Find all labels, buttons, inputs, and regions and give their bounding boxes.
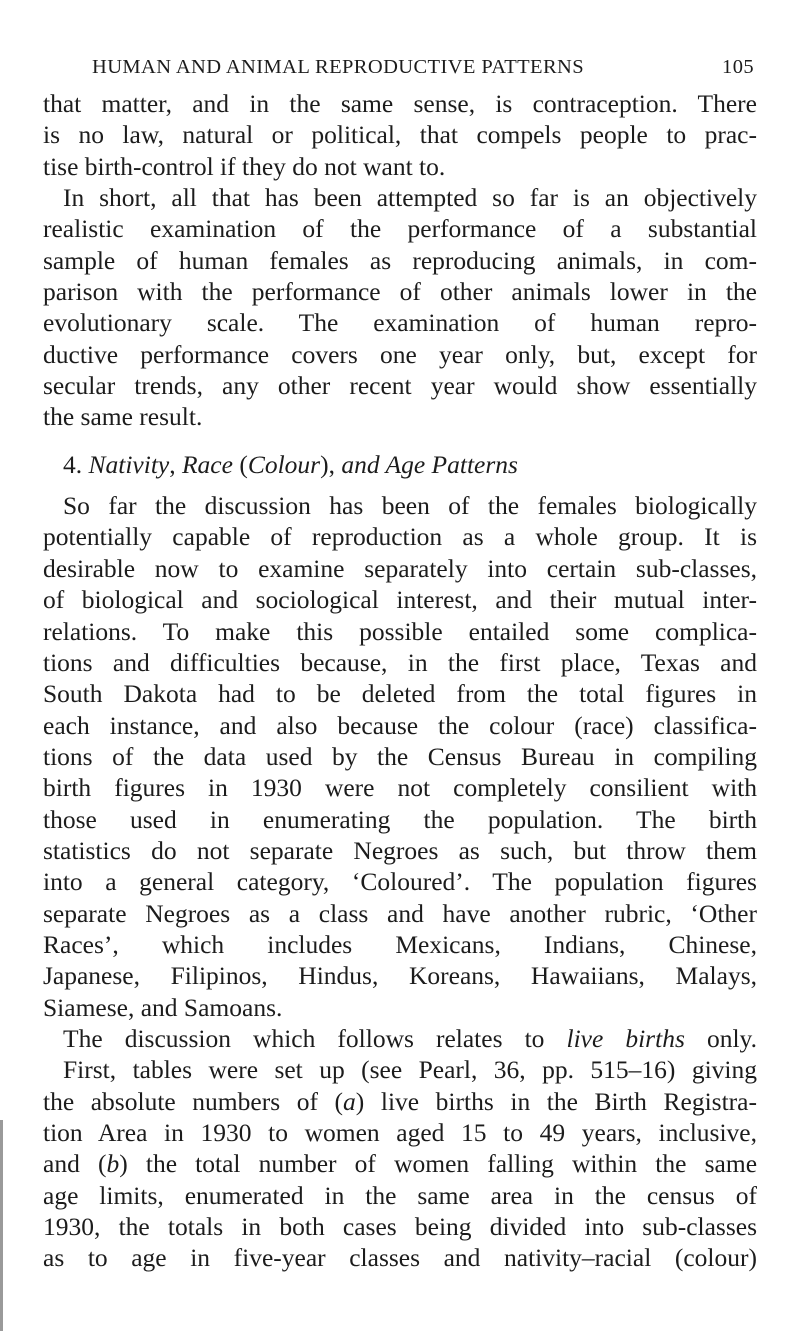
text-run: ) live births in the Birth Registra- xyxy=(355,1086,757,1116)
text-line xyxy=(43,1023,757,1054)
text-line: In short, all that has been attempted so far is an objectively xyxy=(63,183,757,213)
text-line: evolutionary scale. The examination of human repro- xyxy=(43,308,757,338)
section-title-part: and Age Patterns xyxy=(341,449,518,479)
text-line: statistics do not separate Negroes as such, but throw them xyxy=(43,835,757,865)
text-line: into a general category, ‘Coloured’. The population figures xyxy=(43,867,757,897)
text-line: tise birth-control if they do not want to. xyxy=(43,151,446,181)
section-title-part: Nativity xyxy=(88,449,170,479)
section-title-part: Race xyxy=(181,449,233,479)
text-run: ) the total number of women falling within the same xyxy=(119,1149,758,1179)
text-line: ductive performance covers one year only, but, except for xyxy=(43,339,757,369)
text-run: only. xyxy=(684,1023,757,1053)
text-line: desirable now to examine separately into certain sub-classes, xyxy=(43,553,757,583)
section-heading xyxy=(43,449,757,480)
section-title-part: ), xyxy=(320,449,342,479)
text-line xyxy=(43,1148,757,1179)
text-line: First, tables were set up (see Pearl, 36, pp. 515–16) giving xyxy=(63,1055,757,1085)
text-line: secular trends, any other recent year would show essentially xyxy=(43,371,757,401)
section-title-part: Colour xyxy=(247,449,321,479)
text-line: realistic examination of the performance of a substantial xyxy=(43,214,757,244)
text-run: and ( xyxy=(43,1149,107,1179)
page-number: 105 xyxy=(722,56,754,78)
italic-text: live births xyxy=(566,1023,685,1053)
italic-text: b xyxy=(106,1149,120,1179)
text-line: Races’, which includes Mexicans, Indians, Chinese, xyxy=(43,929,757,959)
text-line: sample of human females as reproducing animals, in com- xyxy=(43,245,757,275)
section-number: 4. xyxy=(63,449,83,479)
section-title-part: ( xyxy=(232,449,248,479)
text-line: potentially capable of reproduction as a whole group. It is xyxy=(43,522,757,552)
text-line: birth figures in 1930 were not completely consilient with xyxy=(43,773,757,803)
text-line: as to age in five-year classes and nativity–racial (colour) xyxy=(43,1243,757,1273)
text-line: age limits, enumerated in the same area in the census of xyxy=(43,1180,757,1210)
section-title-part: , xyxy=(169,449,182,479)
text-line: separate Negroes as a class and have another rubric, ‘Other xyxy=(43,898,757,928)
text-run: The discussion which follows relates to xyxy=(63,1023,567,1053)
text-line: the same result. xyxy=(43,402,203,432)
text-line: those used in enumerating the population. The birth xyxy=(43,804,757,834)
text-line: tion Area in 1930 to women aged 15 to 49 years, inclusive, xyxy=(43,1118,757,1147)
text-line: Japanese, Filipinos, Hindus, Koreans, Hawaiians, Malays, xyxy=(43,961,757,991)
text-line: tions and difficulties because, in the first place, Texas and xyxy=(43,647,757,677)
text-line: of biological and sociological interest, and their mutual inter- xyxy=(43,585,757,615)
italic-text: a xyxy=(343,1086,356,1116)
text-line xyxy=(43,1086,757,1117)
text-line: relations. To make this possible entailed some complica- xyxy=(43,616,757,646)
text-line: is no law, natural or political, that compels people to prac- xyxy=(43,120,757,150)
text-line: South Dakota had to be deleted from the total figures in xyxy=(43,679,757,709)
text-line: that matter, and in the same sense, is contraception. There xyxy=(43,89,757,118)
text-line: parison with the performance of other animals lower in the xyxy=(43,277,757,307)
scan-edge-shadow xyxy=(0,1120,3,1331)
body-text xyxy=(43,88,757,1274)
text-run: the absolute numbers of ( xyxy=(43,1086,344,1116)
text-line: tions of the data used by the Census Bureau in compiling xyxy=(43,741,757,771)
text-line: Siamese, and Samoans. xyxy=(43,992,283,1022)
running-head xyxy=(92,56,754,79)
text-line: each instance, and also because the colour (race) classifica- xyxy=(43,710,757,740)
running-head-title: HUMAN AND ANIMAL REPRODUCTIVE PATTERNS xyxy=(92,56,585,78)
text-line: So far the discussion has been of the females biologically xyxy=(63,491,757,521)
text-line: 1930, the totals in both cases being divided into sub-classes xyxy=(43,1212,757,1242)
